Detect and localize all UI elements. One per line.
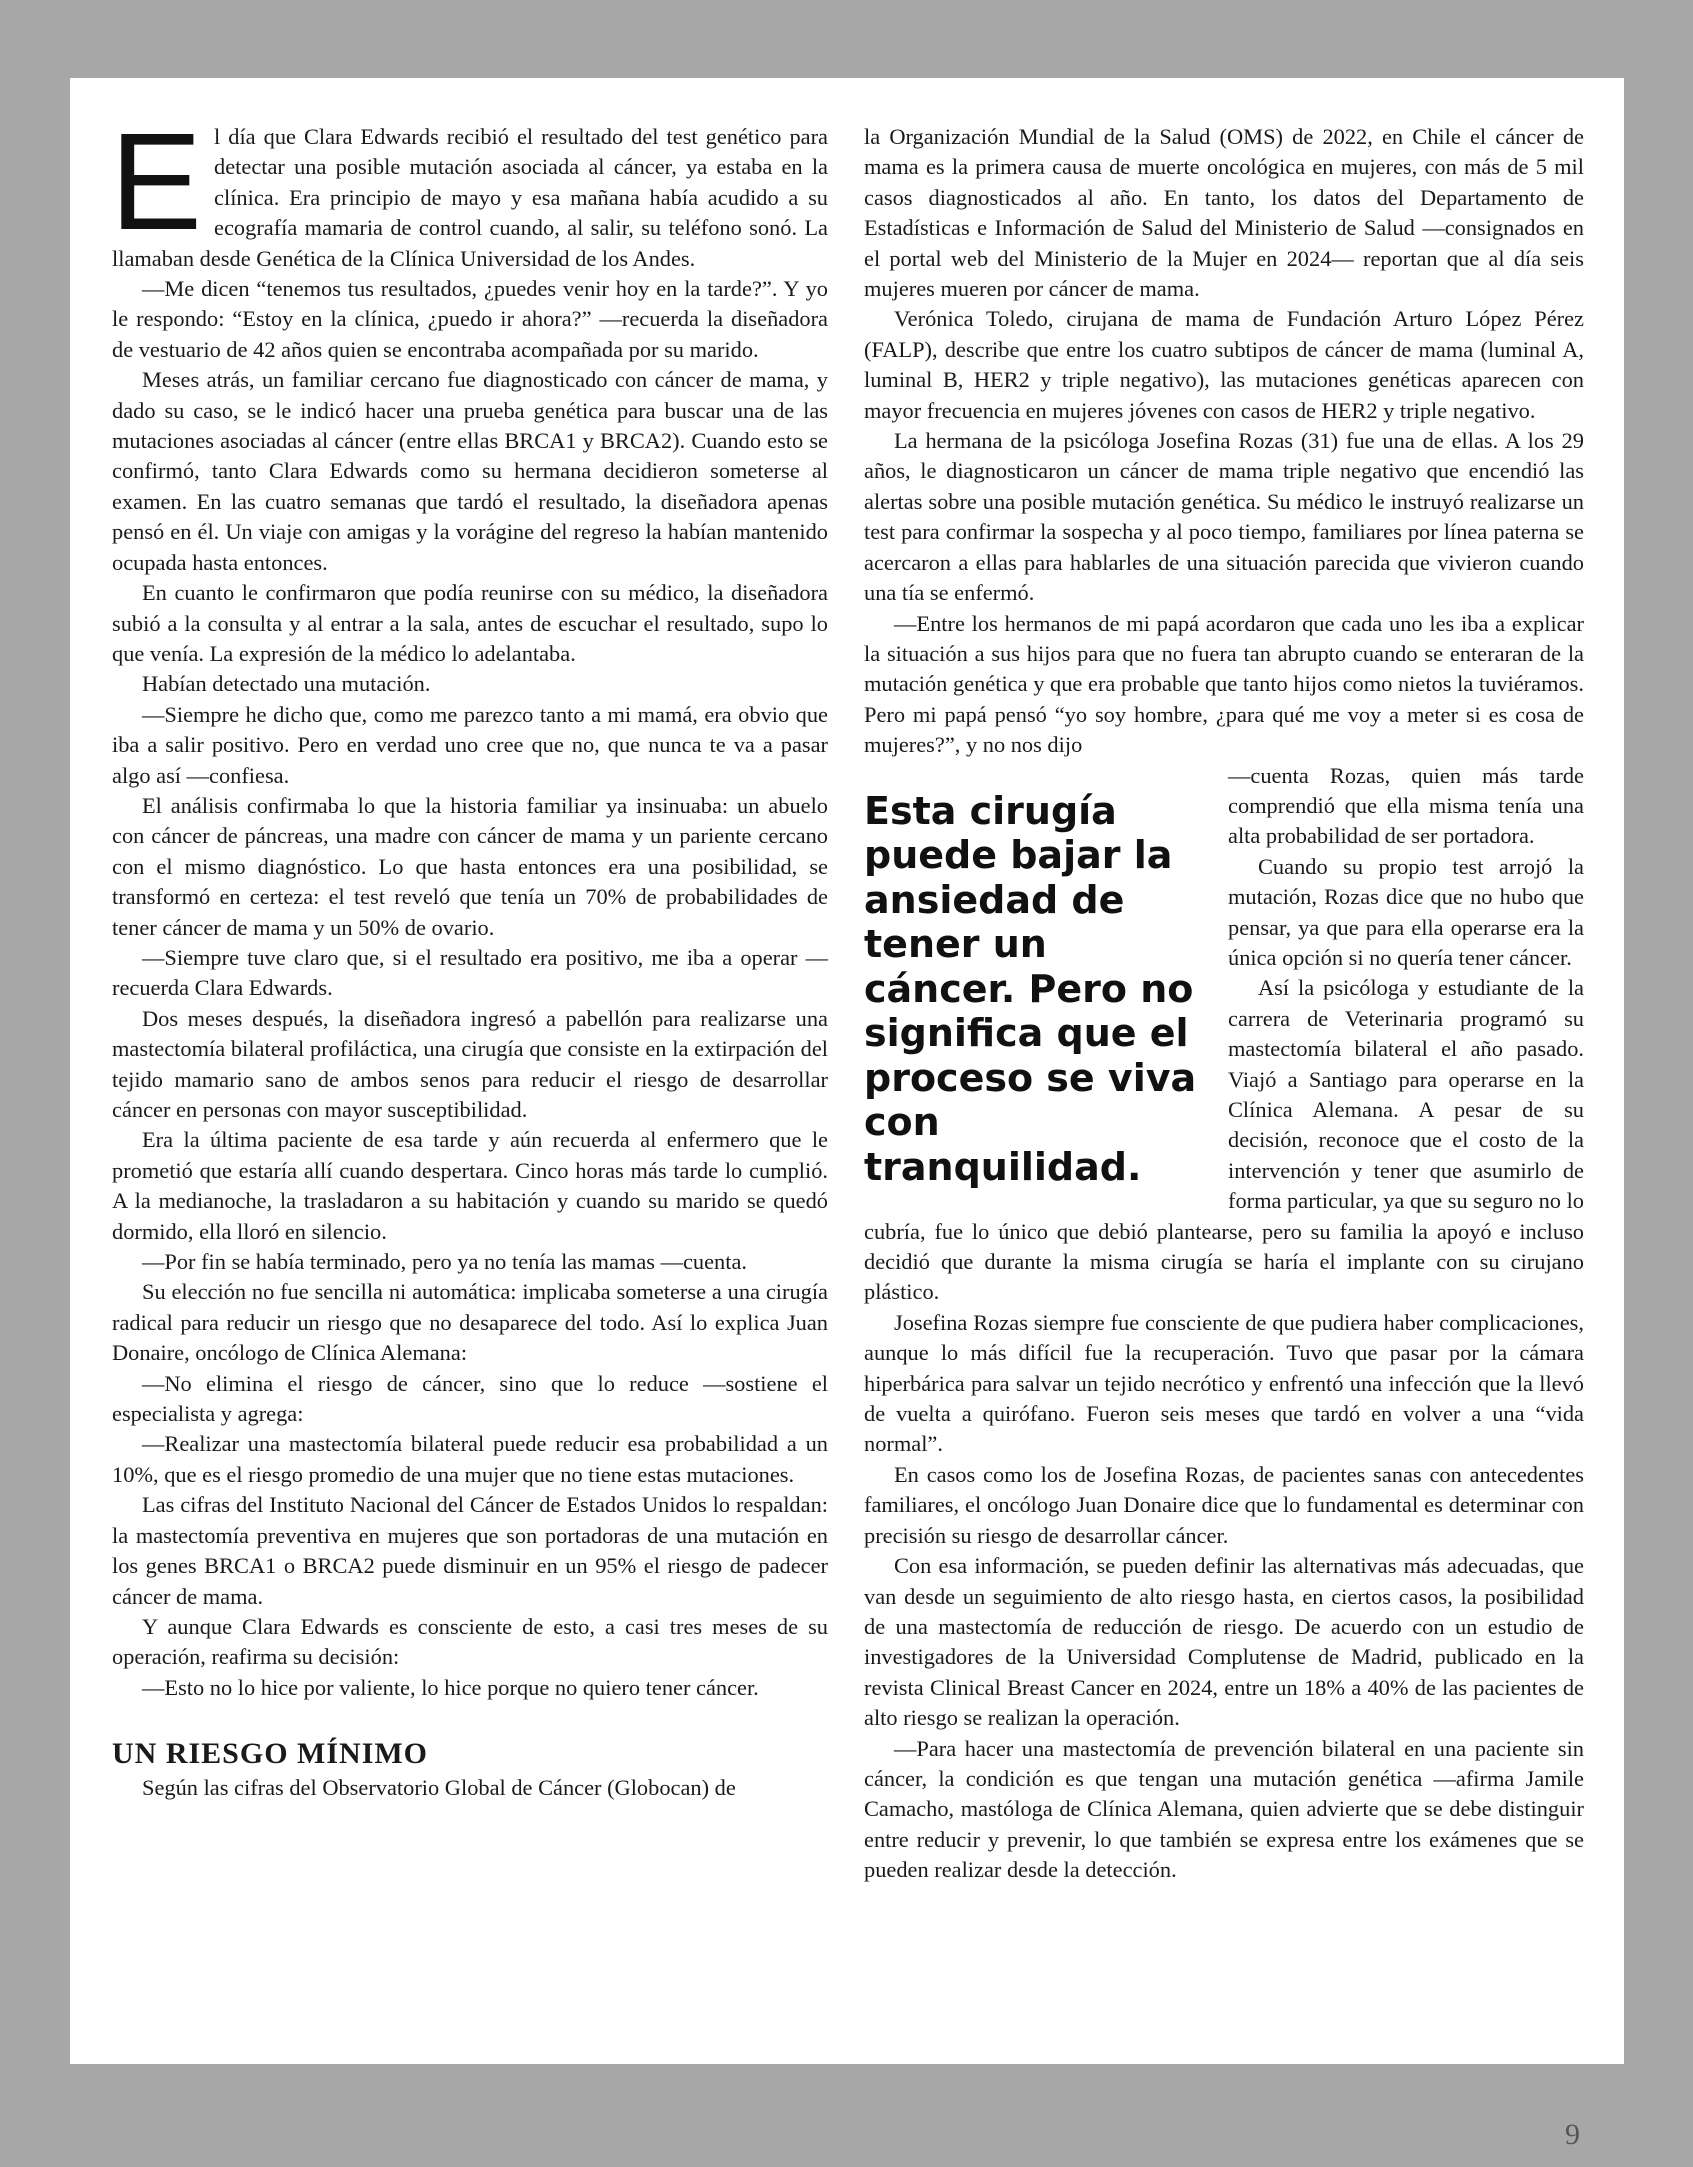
paragraph: Las cifras del Instituto Nacional del Cáncer de Estados Unidos lo respaldan: la mastectomía preventiva en mujeres que son portadoras de una mutación en los genes BRCA1 o BRCA2 puede disminuir en un 95% el riesgo de padecer cáncer de mama.: [112, 1492, 828, 1609]
paragraph: El análisis confirmaba lo que la historia familiar ya insinuaba: un abuelo con cáncer de páncreas, una madre con cáncer de mama y un pariente cercano con el mismo diagnóstico. Lo que hasta entonces era una posibilidad, se transformó en certeza: el test reveló que tenía un 70% de probabilidades de tener cáncer de mama y un 50% de ovario.: [112, 792, 828, 940]
paragraph: —Esto no lo hice por valiente, lo hice porque no quiero tener cáncer.: [142, 1674, 759, 1700]
paragraph: Cuando su propio test arrojó la mutación, Rozas dice que no hubo que pensar, ya que para ella operarse era la única opción si no quería tener cáncer.: [1228, 853, 1584, 970]
page-number: 9: [1565, 2118, 1580, 2151]
paragraph: Meses atrás, un familiar cercano fue diagnosticado con cáncer de mama, y dado su caso, se le indicó hacer una prueba genética para buscar una de las mutaciones asociadas al cáncer (entre ellas BRCA1 y BRCA2). Cuando esto se confirmó, tanto Clara Edwards como su hermana decidieron someterse al examen. En las cuatro semanas que tardó el resultado, la diseñadora apenas pensó en él. Un viaje con amigas y la vorágine del regreso la habían mantenido ocupada hasta entonces.: [112, 367, 828, 575]
paragraph: Dos meses después, la diseñadora ingresó a pabellón para realizarse una mastectomía bilateral profiláctica, una cirugía que consiste en la extirpación del tejido mamario sano de ambos senos para reducir el riesgo de desarrollar cáncer en personas con mayor susceptibilidad.: [112, 1005, 828, 1122]
paragraph: La hermana de la psicóloga Josefina Rozas (31) fue una de ellas. A los 29 años, le diagnosticaron un cáncer de mama triple negativo que encendió las alertas sobre una posible mutación genética. Su médico le instruyó realizarse un test para confirmar la sospecha y al poco tiempo, familiares por línea paterna se acercaron a ellas para hablarles de una situación parecida que vivieron cuando una tía se enfermó.: [864, 428, 1584, 606]
paragraph: —Siempre he dicho que, como me parezco tanto a mi mamá, era obvio que iba a salir positivo. Pero en verdad uno cree que no, que nunca te va a pasar algo así —confiesa.: [112, 701, 828, 788]
paragraph: —No elimina el riesgo de cáncer, sino que lo reduce —sostiene el especialista y agrega:: [112, 1370, 828, 1427]
paragraph: Habían detectado una mutación.: [142, 671, 431, 697]
paragraph: —Para hacer una mastectomía de prevención bilateral en una paciente sin cáncer, la condición es que tengan una mutación genética —afirma Jamile Camacho, mastóloga de Clínica Alemana, quien advierte que se debe distinguir entre reducir y prevenir, lo que también se expresa entre los exámenes que se pueden realizar desde la detección.: [864, 1735, 1584, 1883]
paragraph: la Organización Mundial de la Salud (OMS) de 2022, en Chile el cáncer de mama es la primera causa de muerte oncológica en mujeres, con más de 5 mil casos diagnosticados al año. En tanto, los datos del Departamento de Estadísticas e Información de Salud del Ministerio de Salud —consignados en el portal web del Ministerio de la Mujer en 2024— reportan que al día seis mujeres mueren por cáncer de mama.: [864, 124, 1584, 302]
right-column: [864, 122, 1584, 1886]
paragraph: Era la última paciente de esa tarde y aún recuerda al enfermero que le prometió que estaría allí cuando despertara. Cinco horas más tarde lo cumplió. A la medianoche, la trasladaron a su habitación y cuando su marido se quedó dormido, ella lloró en silencio.: [112, 1127, 828, 1244]
paragraph: Su elección no fue sencilla ni automática: implicaba someterse a una cirugía radical para reducir un riesgo que no desaparece del todo. Así lo explica Juan Donaire, oncólogo de Clínica Alemana:: [112, 1279, 828, 1366]
left-column: [110, 105, 828, 1804]
paragraph: Según las cifras del Observatorio Global de Cáncer (Globocan) de: [142, 1775, 736, 1801]
paragraph: Con esa información, se pueden definir las alternativas más adecuadas, que van desde un seguimiento de alto riesgo hasta, en ciertos casos, la posibilidad de una mastectomía de reducción de riesgo. De acuerdo con un estudio de investigadores de la Universidad Complutense de Madrid, publicado en la revista Clinical Breast Cancer en 2024, entre un 18% a 40% de las pacientes de alto riesgo se realizan la operación.: [864, 1553, 1584, 1731]
paragraph: —Entre los hermanos de mi papá acordaron que cada uno les iba a explicar la situación a sus hijos para que no fuera tan abrupto cuando se enteraran de la mutación genética y que era probable que tanto hijos como nietos la tuviéramos. Pero mi papá pensó “yo soy hombre, ¿para qué me voy a meter si es cosa de mujeres?”, y no nos dijo: [864, 610, 1584, 758]
section-subhead: UN RIESGO MÍNIMO: [112, 1737, 429, 1771]
paragraph: Josefina Rozas siempre fue consciente de que pudiera haber complicaciones, aunque lo más difícil fue la recuperación. Tuvo que pasar por la cámara hiperbárica para salvar un tejido necrótico y enfrentó una infección que la llevó de vuelta a quirófano. Fueron seis meses que tardó en volver a una “vida normal”.: [864, 1309, 1584, 1457]
paragraph: —Me dicen “tenemos tus resultados, ¿puedes venir hoy en la tarde?”. Y yo le respondo: “Estoy en la clínica, ¿puedo ir ahora?” —recuerda la diseñadora de vestuario de 42 años quien se encontraba acompañada por su marido.: [112, 276, 828, 362]
paragraph: En casos como los de Josefina Rozas, de pacientes sanas con antecedentes familiares, el oncólogo Juan Donaire dice que lo fundamental es determinar con precisión su riesgo de desarrollar cáncer.: [864, 1461, 1584, 1548]
paragraph: —Realizar una mastectomía bilateral puede reducir esa probabilidad a un 10%, que es el riesgo promedio de una mujer que no tiene estas mutaciones.: [112, 1431, 828, 1487]
paragraph: —Por fin se había terminado, pero ya no tenía las mamas —cuenta.: [142, 1249, 747, 1275]
paragraph: —cuenta Rozas, quien más tarde comprendió que ella misma tenía una alta probabilidad de ser portadora.: [1228, 762, 1584, 849]
paragraph: —Siempre tuve claro que, si el resultado era positivo, me iba a operar —recuerda Clara Edwards.: [112, 944, 828, 1001]
drop-cap: E: [110, 105, 203, 259]
paragraph: Así la psicóloga y estudiante de la carrera de Veterinaria programó su mastectomía bilateral el año pasado. Viajó a Santiago para operarse en la Clínica Alemana. A pesar de su decisión, reconoce que el costo de la intervención y tener que asumirlo de forma particular, ya que su seguro no lo cubría, fue lo único que debió plantearse, pero su familia la apoyó e incluso decidió que durante la misma cirugía se haría el implante con su cirujano plástico.: [864, 975, 1584, 1305]
paragraph: En cuanto le confirmaron que podía reunirse con su médico, la diseñadora subió a la consulta y al entrar a la sala, antes de escuchar el resultado, supo lo que venía. La expresión de la médico lo adelantaba.: [112, 580, 828, 666]
paragraph: Verónica Toledo, cirujana de mama de Fundación Arturo López Pérez (FALP), describe que entre los cuatro subtipos de cáncer de mama (luminal A, luminal B, HER2 y triple negativo), las mutaciones genéticas aparecen con mayor frecuencia en mujeres jóvenes con casos de HER2 y triple negativo.: [864, 306, 1584, 423]
lead-paragraph: El día que Clara Edwards recibió el resultado del test genético para detectar una posible mutación asociada al cáncer, ya estaba en la clínica. Era principio de mayo y esa mañana había acudido a su ecografía mamaria de control cuando, al salir, su teléfono sonó. La llamaban desde Genética de la Clínica Universidad de los Andes.: [110, 105, 828, 271]
paragraph: Y aunque Clara Edwards es consciente de esto, a casi tres meses de su operación, reafirma su decisión:: [112, 1613, 828, 1670]
magazine-page: [70, 78, 1624, 2064]
pull-quote: Esta cirugía puede bajar la ansiedad de tener un cáncer. Pero no significa que el proceso se viva con tranquilidad.: [864, 788, 1197, 1189]
